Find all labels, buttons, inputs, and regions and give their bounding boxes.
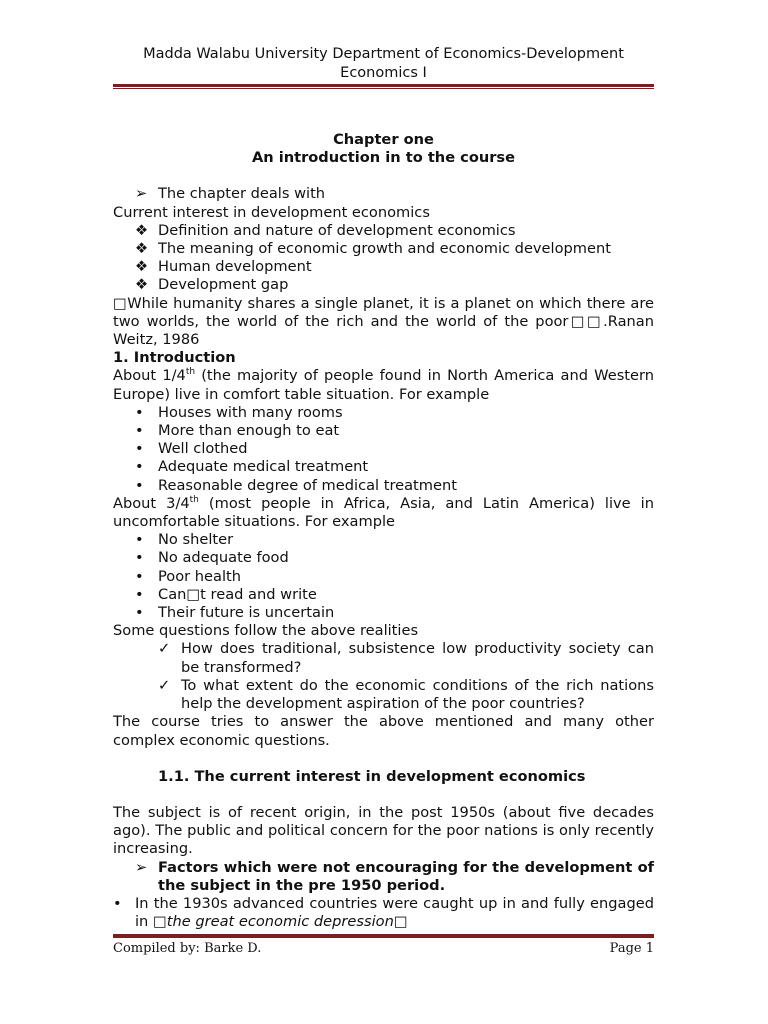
footer-page-number: Page 1 bbox=[609, 941, 654, 956]
list-item: • Adequate medical treatment bbox=[135, 458, 369, 476]
list-item: • No shelter bbox=[135, 531, 234, 549]
bullet-icon: • bbox=[135, 458, 144, 476]
list-item: ❖ Development gap bbox=[135, 276, 289, 294]
bullet-icon: • bbox=[135, 549, 144, 567]
header-line-1: Madda Walabu University Department of Economics-Development bbox=[143, 46, 624, 62]
quote-paragraph: □While humanity shares a single planet, it is a planet on which there are two worlds, the world of the rich and the world of the poor□□.Ranan Weitz, 1986 bbox=[113, 294, 654, 349]
checkmark-icon: ✓ bbox=[158, 676, 171, 694]
footer-rule bbox=[113, 933, 654, 938]
questions-intro: Some questions follow the above realities bbox=[113, 622, 419, 640]
list-item: ➢ Factors which were not encouraging for the development of the subject in the pre 1950 period. bbox=[135, 858, 654, 894]
bullet-icon: • bbox=[135, 440, 144, 458]
bullet-icon: • bbox=[135, 476, 144, 494]
bullet-icon: • bbox=[135, 604, 144, 622]
bullet-icon: • bbox=[135, 567, 144, 585]
list-item: ✓ How does traditional, subsistence low productivity society can be transformed? bbox=[158, 640, 654, 676]
list-item: • Can□t read and write bbox=[135, 585, 317, 603]
chapter-subtitle: An introduction in to the course bbox=[251, 149, 516, 167]
list-item: • No adequate food bbox=[135, 549, 289, 567]
list-item: ➢ The chapter deals with bbox=[135, 185, 326, 203]
page-body bbox=[113, 131, 654, 931]
poor-paragraph: About 3/4th (most people in Africa, Asia, and Latin America) live in uncomfortable situations. For example bbox=[113, 494, 654, 531]
bullet-icon: • bbox=[135, 422, 144, 440]
bullet-icon: • bbox=[135, 403, 144, 421]
page-header bbox=[113, 45, 654, 83]
diamond-bullet-icon: ❖ bbox=[135, 258, 149, 276]
header-line-2: Economics I bbox=[340, 65, 427, 81]
arrow-bullet-icon: ➢ bbox=[135, 185, 148, 203]
recent-origin-paragraph: The subject is of recent origin, in the post 1950s (about five decades ago). The public and political concern for the poor nations is only recently increasing. bbox=[113, 803, 654, 858]
bullet-icon: • bbox=[135, 585, 144, 603]
list-item: • Well clothed bbox=[135, 440, 248, 458]
arrow-bullet-icon: ➢ bbox=[135, 858, 148, 876]
header-rule bbox=[113, 84, 654, 89]
list-item: • Houses with many rooms bbox=[135, 403, 343, 421]
list-item: ❖ Human development bbox=[135, 258, 312, 276]
list-item: • In the 1930s advanced countries were caught up in and fully engaged in □the great economic depression□ bbox=[113, 894, 654, 931]
diamond-bullet-icon: ❖ bbox=[135, 221, 149, 239]
list-item: • Their future is uncertain bbox=[135, 604, 335, 622]
bullet-icon: • bbox=[113, 894, 122, 912]
list-item: • More than enough to eat bbox=[135, 422, 340, 440]
list-item: • Reasonable degree of medical treatment bbox=[135, 476, 457, 494]
diamond-bullet-icon: ❖ bbox=[135, 240, 149, 258]
bullet-icon: • bbox=[135, 531, 144, 549]
checkmark-icon: ✓ bbox=[158, 640, 171, 658]
list-item: ✓ To what extent do the economic conditions of the rich nations help the development aspiration of the poor countries? bbox=[158, 676, 654, 713]
list-item: ❖ The meaning of economic growth and economic development bbox=[135, 240, 611, 258]
list-item: • Poor health bbox=[135, 567, 241, 585]
current-interest-line: Current interest in development economics bbox=[113, 203, 430, 221]
section-heading-current-interest: 1.1. The current interest in development economics bbox=[158, 767, 586, 785]
footer-author: Compiled by: Barke D. bbox=[113, 941, 262, 956]
course-tries-paragraph: The course tries to answer the above mentioned and many other complex economic questions. bbox=[113, 713, 654, 749]
diamond-bullet-icon: ❖ bbox=[135, 276, 149, 294]
chapter-title: Chapter one bbox=[333, 131, 434, 148]
list-item: ❖ Definition and nature of development economics bbox=[135, 221, 516, 239]
rich-paragraph: About 1/4th (the majority of people found in North America and Western Europe) live in comfort table situation. For example bbox=[113, 367, 654, 403]
section-heading-introduction: 1. Introduction bbox=[113, 349, 236, 367]
